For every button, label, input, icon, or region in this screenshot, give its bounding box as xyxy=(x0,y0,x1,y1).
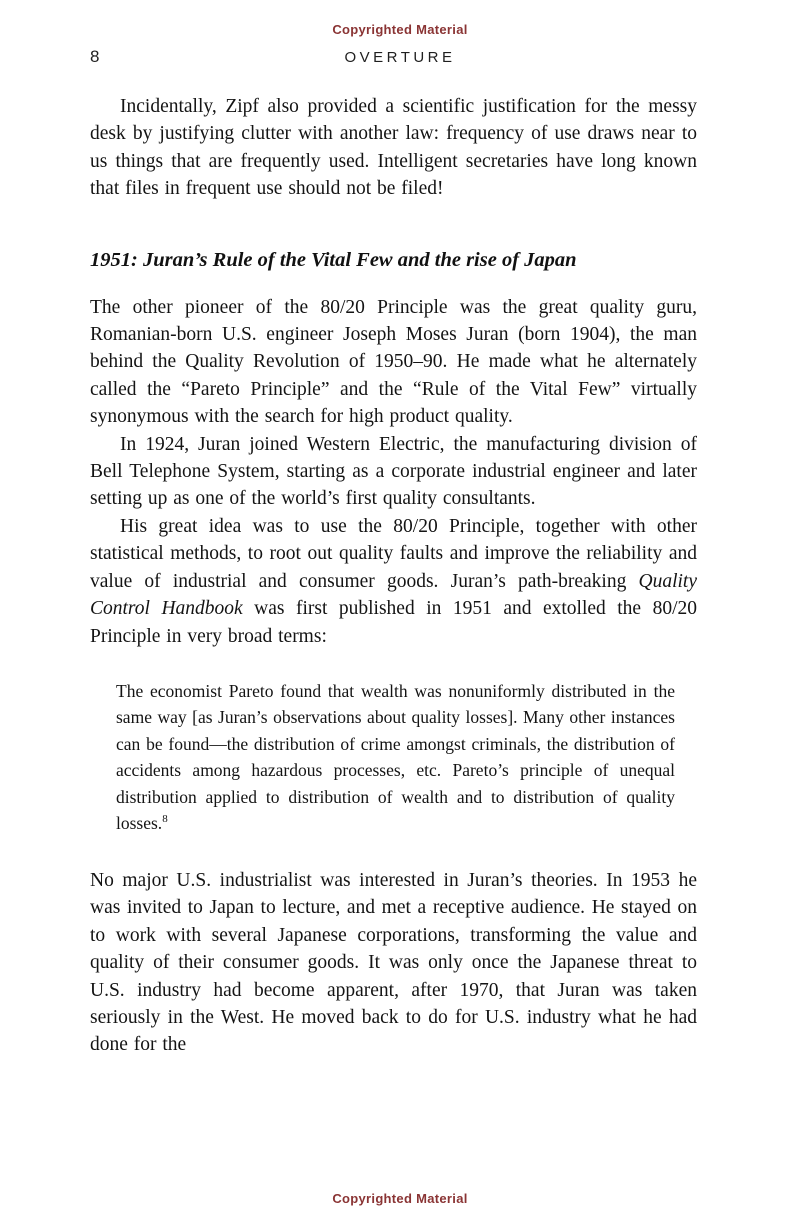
block-quote-juran xyxy=(116,678,675,837)
section-heading-1951-juran: 1951: Juran’s Rule of the Vital Few and the rise of Japan xyxy=(90,248,577,271)
footnote-reference-8: 8 xyxy=(162,813,168,826)
page-number: 8 xyxy=(90,47,100,66)
paragraph-zipf-messy-desk: Incidentally, Zipf also provided a scientific justification for the messy desk by justifying clutter with another law: frequency of use draws near to us things that are frequently used. Intelligent secretaries have long known that files in frequent use should not be filed! xyxy=(90,96,697,200)
paragraph-great-idea-text-post: was first published in 1951 and extolled the 80/20 Principle in very broad terms: xyxy=(90,598,697,647)
page-body xyxy=(90,93,697,1059)
paragraph-juran-intro: The other pioneer of the 80/20 Principle was the great quality guru, Romanian-born U.S. engineer Joseph Moses Juran (born 1904), the man behind the Quality Revolution of 1950–90. He made what he alternately called the “Pareto Principle” and the “Rule of the Vital Few” virtually synonymous with the search for high product quality. xyxy=(90,296,697,428)
running-header xyxy=(90,45,710,69)
paragraph-western-electric: In 1924, Juran joined Western Electric, the manufacturing division of Bell Telephone System, starting as a corporate industrial engineer and later setting up as one of the world’s first quality consultants. xyxy=(90,433,697,510)
book-title-quality-control-handbook: Quality Control Handbook xyxy=(90,570,697,620)
paragraph-great-idea-text-pre: His great idea was to use the 80/20 Principle, together with other statistical methods, to root out quality faults and improve the reliability and value of industrial and consumer goods. Juran’s path-breaking xyxy=(90,515,697,592)
paragraph-japan-lecture: No major U.S. industrialist was interested in Juran’s theories. In 1953 he was invited to Japan to lecture, and met a receptive audience. He stayed on to work with several Japanese corporations, transforming the value and quality of their consumer goods. It was only once the Japanese threat to U.S. industry had become apparent, after 1970, that Juran was taken seriously in the West. He moved back to do for U.S. industry what he had done for the xyxy=(90,869,697,1056)
paragraph-great-idea xyxy=(90,513,697,650)
running-head-title: OVERTURE xyxy=(344,49,456,66)
block-quote-text: The economist Pareto found that wealth was nonuniformly distributed in the same way [as Juran’s observations about quality losses]. Many other instances can be found—the distribution of crime amongst criminals, the distribution of accidents among hazardous processes, etc. Pareto’s principle of unequal distribution applied to distribution of wealth and to distribution of quality losses. xyxy=(116,680,675,834)
copyright-notice-top: Copyrighted Material xyxy=(332,22,468,37)
copyright-notice-bottom: Copyrighted Material xyxy=(332,1191,468,1206)
